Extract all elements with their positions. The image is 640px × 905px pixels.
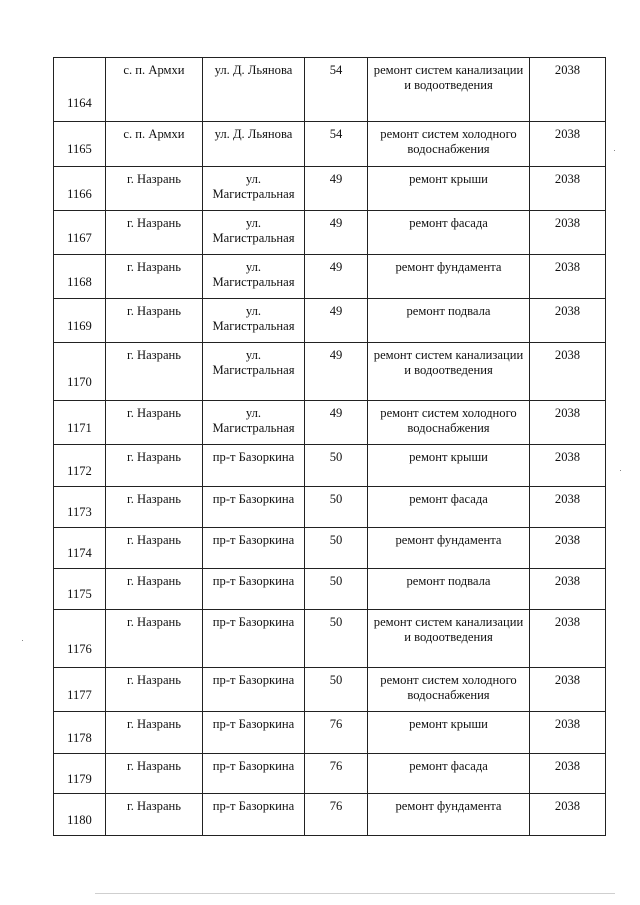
- work-type-cell: ремонт систем холодного водоснабжения: [368, 122, 530, 167]
- table-row: [54, 58, 606, 122]
- house-number-cell: 49: [305, 343, 368, 401]
- house-number-cell: 49: [305, 255, 368, 299]
- street-cell: пр-т Базоркина: [203, 668, 305, 712]
- street-cell: пр-т Базоркина: [203, 445, 305, 487]
- locality-cell: г. Назрань: [106, 487, 203, 528]
- table-row: [54, 299, 606, 343]
- row-number: 1176: [54, 610, 106, 668]
- work-type-cell: ремонт фасада: [368, 211, 530, 255]
- house-number-cell: 50: [305, 569, 368, 610]
- house-number-cell: 49: [305, 299, 368, 343]
- row-number: 1168: [54, 255, 106, 299]
- year-cell: 2038: [530, 668, 606, 712]
- year-cell: 2038: [530, 610, 606, 668]
- work-type-cell: ремонт систем канализации и водоотведения: [368, 58, 530, 122]
- work-type-cell: ремонт систем канализации и водоотведения: [368, 610, 530, 668]
- row-number: 1172: [54, 445, 106, 487]
- house-number-cell: 54: [305, 122, 368, 167]
- street-cell: пр-т Базоркина: [203, 569, 305, 610]
- table-row: [54, 167, 606, 211]
- scan-speck: [22, 640, 23, 641]
- locality-cell: г. Назрань: [106, 712, 203, 754]
- work-type-cell: ремонт крыши: [368, 445, 530, 487]
- year-cell: 2038: [530, 299, 606, 343]
- table-row: [54, 794, 606, 836]
- row-number: 1173: [54, 487, 106, 528]
- year-cell: 2038: [530, 122, 606, 167]
- house-number-cell: 49: [305, 167, 368, 211]
- repair-schedule-table: [53, 57, 606, 836]
- year-cell: 2038: [530, 401, 606, 445]
- street-cell: пр-т Базоркина: [203, 754, 305, 794]
- year-cell: 2038: [530, 754, 606, 794]
- year-cell: 2038: [530, 167, 606, 211]
- work-type-cell: ремонт крыши: [368, 167, 530, 211]
- locality-cell: г. Назрань: [106, 610, 203, 668]
- table-row: [54, 255, 606, 299]
- street-cell: ул. Магистральная: [203, 299, 305, 343]
- work-type-cell: ремонт фасада: [368, 487, 530, 528]
- year-cell: 2038: [530, 211, 606, 255]
- year-cell: 2038: [530, 58, 606, 122]
- table-row: [54, 569, 606, 610]
- street-cell: пр-т Базоркина: [203, 610, 305, 668]
- table-row: [54, 211, 606, 255]
- work-type-cell: ремонт крыши: [368, 712, 530, 754]
- year-cell: 2038: [530, 445, 606, 487]
- street-cell: ул. Магистральная: [203, 343, 305, 401]
- row-number: 1178: [54, 712, 106, 754]
- work-type-cell: ремонт подвала: [368, 569, 530, 610]
- year-cell: 2038: [530, 343, 606, 401]
- house-number-cell: 76: [305, 712, 368, 754]
- work-type-cell: ремонт систем канализации и водоотведения: [368, 343, 530, 401]
- work-type-cell: ремонт подвала: [368, 299, 530, 343]
- row-number: 1170: [54, 343, 106, 401]
- house-number-cell: 50: [305, 668, 368, 712]
- work-type-cell: ремонт систем холодного водоснабжения: [368, 401, 530, 445]
- house-number-cell: 76: [305, 794, 368, 836]
- house-number-cell: 76: [305, 754, 368, 794]
- house-number-cell: 50: [305, 528, 368, 569]
- street-cell: пр-т Базоркина: [203, 712, 305, 754]
- locality-cell: с. п. Армхи: [106, 58, 203, 122]
- row-number: 1165: [54, 122, 106, 167]
- year-cell: 2038: [530, 528, 606, 569]
- row-number: 1177: [54, 668, 106, 712]
- locality-cell: г. Назрань: [106, 299, 203, 343]
- locality-cell: г. Назрань: [106, 445, 203, 487]
- row-number: 1166: [54, 167, 106, 211]
- work-type-cell: ремонт фасада: [368, 754, 530, 794]
- year-cell: 2038: [530, 255, 606, 299]
- table-row: [54, 528, 606, 569]
- table-body: [54, 58, 606, 836]
- house-number-cell: 49: [305, 211, 368, 255]
- locality-cell: г. Назрань: [106, 794, 203, 836]
- row-number: 1167: [54, 211, 106, 255]
- scan-speck: [614, 150, 615, 151]
- locality-cell: г. Назрань: [106, 343, 203, 401]
- locality-cell: г. Назрань: [106, 569, 203, 610]
- scan-edge-line: [95, 893, 615, 894]
- row-number: 1174: [54, 528, 106, 569]
- street-cell: ул. Магистральная: [203, 167, 305, 211]
- row-number: 1164: [54, 58, 106, 122]
- locality-cell: г. Назрань: [106, 401, 203, 445]
- work-type-cell: ремонт фундамента: [368, 255, 530, 299]
- work-type-cell: ремонт систем холодного водоснабжения: [368, 668, 530, 712]
- row-number: 1175: [54, 569, 106, 610]
- row-number: 1169: [54, 299, 106, 343]
- street-cell: ул. Магистральная: [203, 255, 305, 299]
- street-cell: ул. Д. Льянова: [203, 58, 305, 122]
- table-row: [54, 610, 606, 668]
- table-row: [54, 445, 606, 487]
- house-number-cell: 50: [305, 610, 368, 668]
- house-number-cell: 50: [305, 487, 368, 528]
- locality-cell: г. Назрань: [106, 211, 203, 255]
- locality-cell: г. Назрань: [106, 528, 203, 569]
- table-row: [54, 401, 606, 445]
- street-cell: пр-т Базоркина: [203, 487, 305, 528]
- year-cell: 2038: [530, 712, 606, 754]
- street-cell: пр-т Базоркина: [203, 528, 305, 569]
- row-number: 1171: [54, 401, 106, 445]
- locality-cell: с. п. Армхи: [106, 122, 203, 167]
- street-cell: пр-т Базоркина: [203, 794, 305, 836]
- work-type-cell: ремонт фундамента: [368, 794, 530, 836]
- table-row: [54, 122, 606, 167]
- table-row: [54, 487, 606, 528]
- row-number: 1180: [54, 794, 106, 836]
- locality-cell: г. Назрань: [106, 167, 203, 211]
- house-number-cell: 50: [305, 445, 368, 487]
- table-row: [54, 343, 606, 401]
- work-type-cell: ремонт фундамента: [368, 528, 530, 569]
- year-cell: 2038: [530, 569, 606, 610]
- table-row: [54, 712, 606, 754]
- table-row: [54, 668, 606, 712]
- year-cell: 2038: [530, 794, 606, 836]
- street-cell: ул. Д. Льянова: [203, 122, 305, 167]
- locality-cell: г. Назрань: [106, 754, 203, 794]
- house-number-cell: 49: [305, 401, 368, 445]
- house-number-cell: 54: [305, 58, 368, 122]
- table-row: [54, 754, 606, 794]
- street-cell: ул. Магистральная: [203, 401, 305, 445]
- street-cell: ул. Магистральная: [203, 211, 305, 255]
- row-number: 1179: [54, 754, 106, 794]
- locality-cell: г. Назрань: [106, 255, 203, 299]
- scan-speck: [620, 470, 621, 471]
- year-cell: 2038: [530, 487, 606, 528]
- locality-cell: г. Назрань: [106, 668, 203, 712]
